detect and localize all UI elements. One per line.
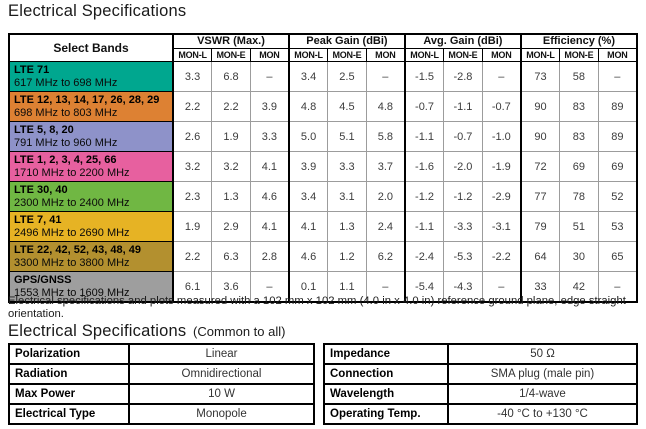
- value-cell: -4.3: [444, 272, 483, 303]
- value-cell: 3.4: [289, 182, 328, 212]
- value-cell: 89: [598, 122, 637, 152]
- value-cell: 77: [521, 182, 560, 212]
- value-cell: -1.1: [405, 122, 444, 152]
- electrical-specs-table: [8, 33, 638, 303]
- value-cell: -2.8: [444, 62, 483, 92]
- value-cell: -2.9: [482, 182, 521, 212]
- value-cell: 1.3: [328, 212, 367, 242]
- value-cell: -1.6: [405, 152, 444, 182]
- value-cell: 1.3: [212, 182, 251, 212]
- spec-value: 10 W: [129, 384, 314, 404]
- subcol-header: MON-L: [173, 49, 212, 62]
- value-cell: –: [250, 62, 289, 92]
- value-cell: 90: [521, 92, 560, 122]
- value-cell: –: [598, 272, 637, 303]
- value-cell: 53: [598, 212, 637, 242]
- value-cell: 5.8: [366, 122, 405, 152]
- subcol-header: MON: [598, 49, 637, 62]
- value-cell: 3.9: [250, 92, 289, 122]
- value-cell: 69: [560, 152, 599, 182]
- table-row: [324, 364, 637, 384]
- spec-value: 1/4-wave: [448, 384, 637, 404]
- value-cell: -2.4: [405, 242, 444, 272]
- table-row: [9, 212, 637, 242]
- value-cell: 42: [560, 272, 599, 303]
- value-cell: 83: [560, 92, 599, 122]
- spec-value: Linear: [129, 344, 314, 364]
- value-cell: -2.0: [444, 152, 483, 182]
- subcol-header: MON-E: [444, 49, 483, 62]
- value-cell: -5.4: [405, 272, 444, 303]
- subcol-header: MON: [366, 49, 405, 62]
- band-range: 2496 MHz to 2690 MHz: [14, 226, 130, 239]
- value-cell: 33: [521, 272, 560, 303]
- band-range: 617 MHz to 698 MHz: [14, 76, 118, 89]
- value-cell: -1.2: [405, 182, 444, 212]
- group-header-peak-gain: Peak Gain (dBi): [289, 34, 405, 49]
- table-row: [9, 182, 637, 212]
- value-cell: -1.2: [444, 182, 483, 212]
- value-cell: 65: [598, 242, 637, 272]
- value-cell: 3.3: [328, 152, 367, 182]
- value-cell: 1.1: [328, 272, 367, 303]
- spec-label: Impedance: [324, 344, 448, 364]
- band-name: LTE 7, 41: [14, 213, 62, 226]
- table-row: [9, 242, 637, 272]
- spec-label: Radiation: [9, 364, 129, 384]
- value-cell: -3.1: [482, 212, 521, 242]
- value-cell: -5.3: [444, 242, 483, 272]
- value-cell: 83: [560, 122, 599, 152]
- band-cell: [9, 212, 173, 242]
- value-cell: -2.2: [482, 242, 521, 272]
- group-header-vswr: VSWR (Max.): [173, 34, 289, 49]
- value-cell: 4.8: [289, 92, 328, 122]
- band-cell: [9, 152, 173, 182]
- common-specs-table-left: [8, 343, 315, 425]
- value-cell: 2.9: [212, 212, 251, 242]
- value-cell: 1.9: [212, 122, 251, 152]
- value-cell: 52: [598, 182, 637, 212]
- value-cell: 5.1: [328, 122, 367, 152]
- value-cell: 79: [521, 212, 560, 242]
- value-cell: 69: [598, 152, 637, 182]
- subcol-header: MON-E: [560, 49, 599, 62]
- value-cell: 3.3: [173, 62, 212, 92]
- value-cell: -1.5: [405, 62, 444, 92]
- value-cell: 6.8: [212, 62, 251, 92]
- value-cell: -0.7: [444, 122, 483, 152]
- value-cell: 1.2: [328, 242, 367, 272]
- value-cell: –: [598, 62, 637, 92]
- value-cell: 2.2: [173, 242, 212, 272]
- page-title: Electrical Specifications: [8, 2, 187, 20]
- value-cell: 78: [560, 182, 599, 212]
- value-cell: 2.6: [173, 122, 212, 152]
- value-cell: 3.2: [212, 152, 251, 182]
- table-row: [9, 152, 637, 182]
- band-range: 1553 MHz to 1609 MHz: [14, 286, 130, 299]
- common-specs-table-right: [323, 343, 638, 425]
- band-range: 2300 MHz to 2400 MHz: [14, 196, 130, 209]
- table-row: [324, 344, 637, 364]
- table-row: [9, 344, 314, 364]
- value-cell: -0.7: [405, 92, 444, 122]
- value-cell: 5.0: [289, 122, 328, 152]
- value-cell: 51: [560, 212, 599, 242]
- band-cell: [9, 62, 173, 92]
- value-cell: 3.7: [366, 152, 405, 182]
- value-cell: –: [482, 62, 521, 92]
- group-header-avg-gain: Avg. Gain (dBi): [405, 34, 521, 49]
- value-cell: 6.3: [212, 242, 251, 272]
- common-specs-title-suffix: (Common to all): [193, 324, 286, 339]
- value-cell: -1.1: [405, 212, 444, 242]
- value-cell: 73: [521, 62, 560, 92]
- spec-value: Monopole: [129, 404, 314, 424]
- value-cell: 3.6: [212, 272, 251, 303]
- value-cell: 0.1: [289, 272, 328, 303]
- spec-label: Max Power: [9, 384, 129, 404]
- value-cell: 2.8: [250, 242, 289, 272]
- band-name: LTE 1, 2, 3, 4, 25, 66: [14, 153, 117, 166]
- band-name: LTE 30, 40: [14, 183, 68, 196]
- value-cell: 1.9: [173, 212, 212, 242]
- value-cell: 6.2: [366, 242, 405, 272]
- value-cell: 30: [560, 242, 599, 272]
- value-cell: 64: [521, 242, 560, 272]
- value-cell: 3.4: [289, 62, 328, 92]
- group-header-efficiency: Efficiency (%): [521, 34, 637, 49]
- band-cell: [9, 92, 173, 122]
- spec-label: Electrical Type: [9, 404, 129, 424]
- subcol-header: MON-E: [328, 49, 367, 62]
- subcol-header: MON-L: [289, 49, 328, 62]
- measurement-note: Electrical specifications and plots measured with a 102 mm x 102 mm (4.0 in x 4.0 in) reference ground plane, edge straight orientation.: [8, 295, 626, 320]
- value-cell: 3.1: [328, 182, 367, 212]
- value-cell: –: [250, 272, 289, 303]
- group-header-row: [9, 34, 637, 49]
- table-row: [324, 384, 637, 404]
- value-cell: 4.8: [366, 92, 405, 122]
- value-cell: 3.2: [173, 152, 212, 182]
- value-cell: –: [366, 62, 405, 92]
- band-cell: [9, 182, 173, 212]
- band-cell: [9, 122, 173, 152]
- subcol-header: MON: [250, 49, 289, 62]
- value-cell: 4.6: [250, 182, 289, 212]
- value-cell: 2.5: [328, 62, 367, 92]
- table-row: [9, 404, 314, 424]
- value-cell: 6.1: [173, 272, 212, 303]
- value-cell: -1.1: [444, 92, 483, 122]
- spec-label: Connection: [324, 364, 448, 384]
- table-row: [9, 62, 637, 92]
- value-cell: 2.0: [366, 182, 405, 212]
- spec-label: Operating Temp.: [324, 404, 448, 424]
- value-cell: 90: [521, 122, 560, 152]
- value-cell: 4.6: [289, 242, 328, 272]
- value-cell: 3.3: [250, 122, 289, 152]
- value-cell: -3.3: [444, 212, 483, 242]
- spec-value: Omnidirectional: [129, 364, 314, 384]
- band-name: GPS/GNSS: [14, 273, 72, 286]
- subcol-header: MON-L: [405, 49, 444, 62]
- spec-value: SMA plug (male pin): [448, 364, 637, 384]
- value-cell: 2.2: [212, 92, 251, 122]
- band-range: 1710 MHz to 2200 MHz: [14, 166, 130, 179]
- value-cell: -1.0: [482, 122, 521, 152]
- band-cell: [9, 242, 173, 272]
- value-cell: –: [482, 272, 521, 303]
- spec-value: 50 Ω: [448, 344, 637, 364]
- value-cell: 4.1: [250, 212, 289, 242]
- table-row: [9, 92, 637, 122]
- band-range: 791 MHz to 960 MHz: [14, 136, 118, 149]
- band-range: 3300 MHz to 3800 MHz: [14, 256, 130, 269]
- band-name: LTE 22, 42, 52, 43, 48, 49: [14, 243, 141, 256]
- table-row: [324, 404, 637, 424]
- band-range: 698 MHz to 803 MHz: [14, 106, 118, 119]
- value-cell: 4.5: [328, 92, 367, 122]
- common-specs-title: [8, 315, 285, 343]
- select-bands-header: Select Bands: [9, 34, 173, 62]
- value-cell: 3.9: [289, 152, 328, 182]
- band-name: LTE 5, 8, 20: [14, 123, 74, 136]
- value-cell: 2.4: [366, 212, 405, 242]
- subcol-header: MON: [482, 49, 521, 62]
- subcol-header: MON-L: [521, 49, 560, 62]
- value-cell: 4.1: [289, 212, 328, 242]
- band-name: LTE 71: [14, 63, 50, 76]
- table-row: [9, 364, 314, 384]
- spec-label: Polarization: [9, 344, 129, 364]
- spec-value: -40 °C to +130 °C: [448, 404, 637, 424]
- value-cell: 58: [560, 62, 599, 92]
- value-cell: 2.3: [173, 182, 212, 212]
- value-cell: 4.1: [250, 152, 289, 182]
- value-cell: 2.2: [173, 92, 212, 122]
- spec-label: Wavelength: [324, 384, 448, 404]
- band-name: LTE 12, 13, 14, 17, 26, 28, 29: [14, 93, 160, 106]
- table-row: [9, 122, 637, 152]
- value-cell: –: [366, 272, 405, 303]
- value-cell: 89: [598, 92, 637, 122]
- common-specs-title-main: Electrical Specifications: [8, 322, 187, 340]
- value-cell: 72: [521, 152, 560, 182]
- value-cell: -0.7: [482, 92, 521, 122]
- value-cell: -1.9: [482, 152, 521, 182]
- table-row: [9, 384, 314, 404]
- subcol-header: MON-E: [212, 49, 251, 62]
